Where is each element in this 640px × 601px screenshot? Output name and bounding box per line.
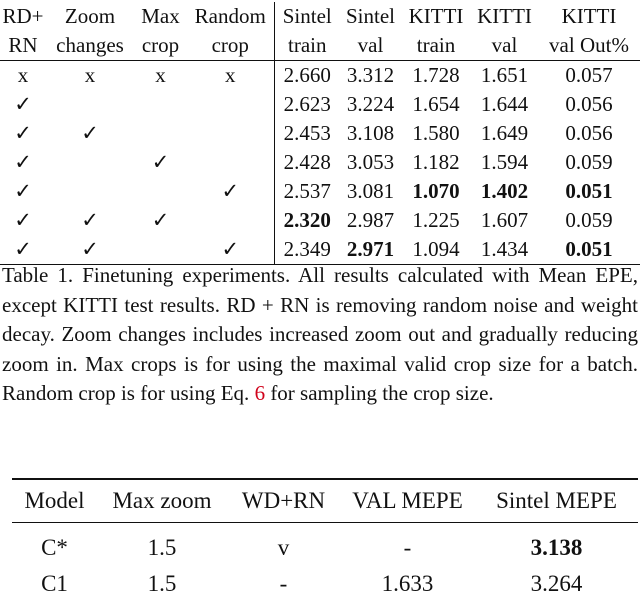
table-row <box>0 119 640 148</box>
table-cell-best: 2.320 <box>283 208 331 232</box>
table2-header: Max zoom <box>112 487 212 513</box>
table-row <box>0 206 640 235</box>
table-cell: - <box>279 570 288 596</box>
table-cell-best: 1.070 <box>412 179 460 203</box>
table1-header: crop <box>134 31 187 61</box>
table1-header: val Out% <box>538 31 640 61</box>
table-cell-best: 1.402 <box>480 179 529 203</box>
table-cell: 2.537 <box>283 179 331 203</box>
table-cell: 1.094 <box>401 235 471 265</box>
table-cell: 3.081 <box>346 179 395 203</box>
table-cell: ✓ <box>14 179 32 203</box>
table-cell: 3.053 <box>346 150 395 174</box>
table-cell: ✓ <box>81 208 99 232</box>
table-cell <box>134 90 187 119</box>
table1-header: changes <box>46 31 134 61</box>
table-cell: 1.594 <box>480 150 529 174</box>
table1-header: crop <box>187 31 274 61</box>
table-cell: ✓ <box>14 121 32 145</box>
table-cell-best: 2.971 <box>340 235 401 265</box>
table-cell <box>46 177 134 206</box>
table-cell: - <box>403 534 412 560</box>
table1-header: Max <box>141 4 180 28</box>
table-finetuning <box>0 2 640 265</box>
table1-header: KITTI <box>561 4 617 28</box>
table-cell: 3.108 <box>346 121 395 145</box>
table1-header: Random <box>187 2 274 31</box>
table1-header: Sintel <box>282 4 332 28</box>
table-cell: 0.056 <box>565 92 613 116</box>
table-cell <box>46 148 134 177</box>
table-cell-best: 3.138 <box>530 534 583 560</box>
table1-header: KITTI <box>408 4 464 28</box>
table-cell: ✓ <box>14 92 32 116</box>
table-cell: 1.644 <box>480 92 529 116</box>
table-cell: 0.056 <box>565 121 613 145</box>
table-cell: C1 <box>41 570 68 596</box>
table2-header: Sintel MEPE <box>496 487 617 513</box>
table1-header: train <box>401 31 471 61</box>
table1-header: Zoom <box>64 4 116 28</box>
table1-header: train <box>274 31 340 61</box>
caption-text: Table 1. Finetuning experiments. All results calculated with Mean EPE, except KITTI test results. RD + RN is removing random noise and weight decay. Zoom changes includes increased zoom out and gradually reducing zoom in. Max crops is for using the maximal valid crop size for a batch. Random crop is for using Eq. <box>2 263 638 405</box>
table1-header: RD+ <box>2 4 44 28</box>
table-cell: ✓ <box>187 177 274 206</box>
table-cell: 1.225 <box>412 208 460 232</box>
table-cell: 3.264 <box>530 570 583 596</box>
table-cell: 3.312 <box>346 63 395 87</box>
table-cell <box>187 148 274 177</box>
table-cell: 1.434 <box>471 235 538 265</box>
table-cell: 1.580 <box>412 121 460 145</box>
table2-header: Model <box>24 487 85 513</box>
table-cell: 1.5 <box>147 570 177 596</box>
table-cell <box>46 90 134 119</box>
table-cell: 2.349 <box>274 235 340 265</box>
table-cell: x <box>17 63 29 87</box>
table2-top-rule <box>12 478 638 480</box>
table-row <box>0 148 640 177</box>
table-cell: x <box>155 63 166 87</box>
table-row <box>12 517 638 565</box>
table2-header-row <box>12 483 638 517</box>
table1-header: RN <box>0 31 46 61</box>
caption-text-end: for sampling the crop size. <box>265 381 494 405</box>
table-cell: 1.649 <box>480 121 529 145</box>
table-cell <box>134 119 187 148</box>
table-cell: 1.651 <box>480 63 529 87</box>
table-cell <box>134 177 187 206</box>
table1-header-row-2 <box>0 31 640 61</box>
table-row <box>0 177 640 206</box>
table-cell: 1.633 <box>381 570 434 596</box>
table-cell: ✓ <box>0 235 46 265</box>
table1-header: val <box>471 31 538 61</box>
table1-caption <box>2 261 638 409</box>
table-cell: ✓ <box>187 235 274 265</box>
table-cell: 2.428 <box>283 150 331 174</box>
table2-header: WD+RN <box>241 487 326 513</box>
table-cell: x <box>84 63 96 87</box>
table1-header-row-1 <box>0 2 640 31</box>
table-cell <box>187 119 274 148</box>
table2-header: VAL MEPE <box>352 487 463 513</box>
table-cell: ✓ <box>14 150 32 174</box>
table-cell: 2.987 <box>346 208 395 232</box>
table-row <box>0 90 640 119</box>
table-row <box>12 565 638 601</box>
table-cell: 0.059 <box>565 208 613 232</box>
table1-header: Sintel <box>345 4 395 28</box>
table-cell: 0.057 <box>565 63 613 87</box>
table-cell: 0.059 <box>565 150 613 174</box>
table-cell: 1.182 <box>412 150 460 174</box>
table-cell: 2.453 <box>283 121 331 145</box>
table1-header: KITTI <box>477 4 532 28</box>
table-cell: ✓ <box>151 208 170 232</box>
table-cell <box>187 206 274 235</box>
table-cell: ✓ <box>46 235 134 265</box>
table-cell: 2.660 <box>283 63 331 87</box>
table-cell: C* <box>41 534 68 560</box>
equation-reference-link[interactable]: 6 <box>254 381 266 405</box>
table-cell: 3.224 <box>346 92 395 116</box>
table-cell: ✓ <box>81 121 99 145</box>
table-cell: 2.623 <box>283 92 331 116</box>
table1-header: val <box>340 31 401 61</box>
table-cell <box>187 90 274 119</box>
table-cell: ✓ <box>151 150 170 174</box>
table-cell: v <box>277 534 290 560</box>
table2 <box>12 483 638 601</box>
table-cell: 1.728 <box>412 63 460 87</box>
table-row <box>0 61 640 91</box>
table-cell: 1.607 <box>480 208 529 232</box>
table-cell-best: 0.051 <box>565 179 613 203</box>
table-cell: ✓ <box>14 208 32 232</box>
table-cell-best: 0.051 <box>538 235 640 265</box>
table-cell: 1.5 <box>147 534 177 560</box>
table-cell: x <box>187 61 274 91</box>
table-cell: 1.654 <box>412 92 460 116</box>
